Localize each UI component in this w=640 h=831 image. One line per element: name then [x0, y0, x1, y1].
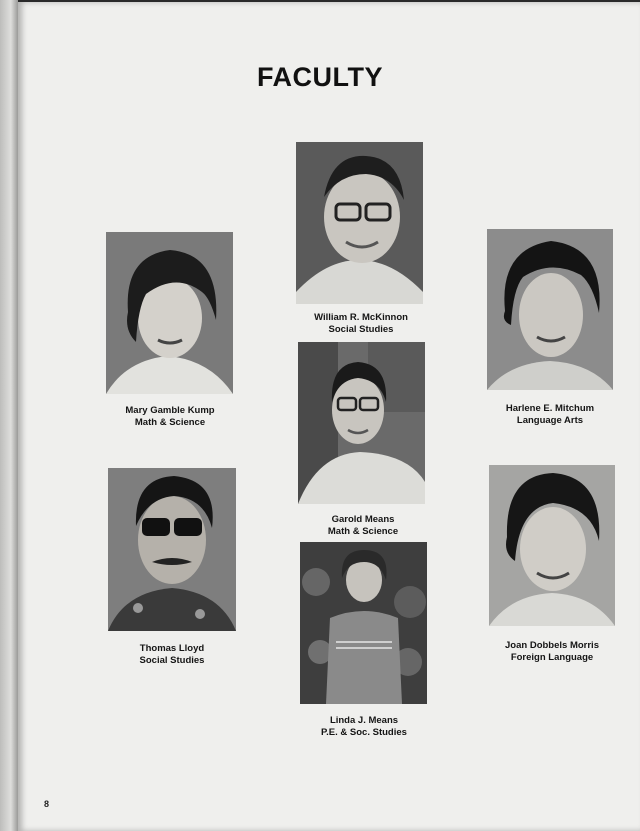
portrait-photo-mckinnon — [296, 142, 423, 304]
caption-mckinnon — [271, 312, 451, 336]
faculty-name: Thomas Lloyd — [139, 643, 205, 654]
faculty-subject: Language Arts — [516, 415, 584, 426]
faculty-name: William R. McKinnon — [314, 312, 408, 323]
faculty-subject: Social Studies — [328, 324, 394, 335]
portrait-silhouette — [298, 342, 425, 504]
page-binding-edge — [0, 0, 18, 831]
portrait-photo-morris — [489, 465, 615, 626]
portrait-silhouette — [300, 542, 427, 704]
portrait-photo-linda-means — [300, 542, 427, 704]
portrait-silhouette — [296, 142, 423, 304]
page-number: 8 — [44, 799, 50, 809]
faculty-subject: Foreign Language — [510, 652, 594, 663]
caption-morris — [462, 640, 640, 664]
portrait-photo-lloyd — [108, 468, 236, 631]
faculty-subject: Math & Science — [327, 526, 399, 537]
portrait-photo-kump — [106, 232, 233, 394]
caption-kump — [80, 405, 260, 429]
portrait-silhouette — [487, 229, 613, 390]
caption-lloyd — [82, 643, 262, 667]
faculty-subject: Social Studies — [139, 655, 205, 666]
page-title: FACULTY — [257, 62, 383, 92]
portrait-photo-garold-means — [298, 342, 425, 504]
faculty-name: Joan Dobbels Morris — [505, 640, 599, 651]
portrait-silhouette — [108, 468, 236, 631]
caption-linda-means — [274, 715, 454, 739]
caption-mitchum — [460, 403, 640, 427]
faculty-name: Harlene E. Mitchum — [505, 403, 595, 414]
faculty-name: Garold Means — [331, 514, 395, 525]
faculty-name: Mary Gamble Kump — [125, 405, 215, 416]
faculty-name: Linda J. Means — [329, 715, 399, 726]
portrait-silhouette — [489, 465, 615, 626]
faculty-subject: Math & Science — [134, 417, 206, 428]
portrait-silhouette — [106, 232, 233, 394]
caption-garold-means — [273, 514, 453, 538]
faculty-subject: P.E. & Soc. Studies — [321, 727, 407, 738]
portrait-photo-mitchum — [487, 229, 613, 390]
